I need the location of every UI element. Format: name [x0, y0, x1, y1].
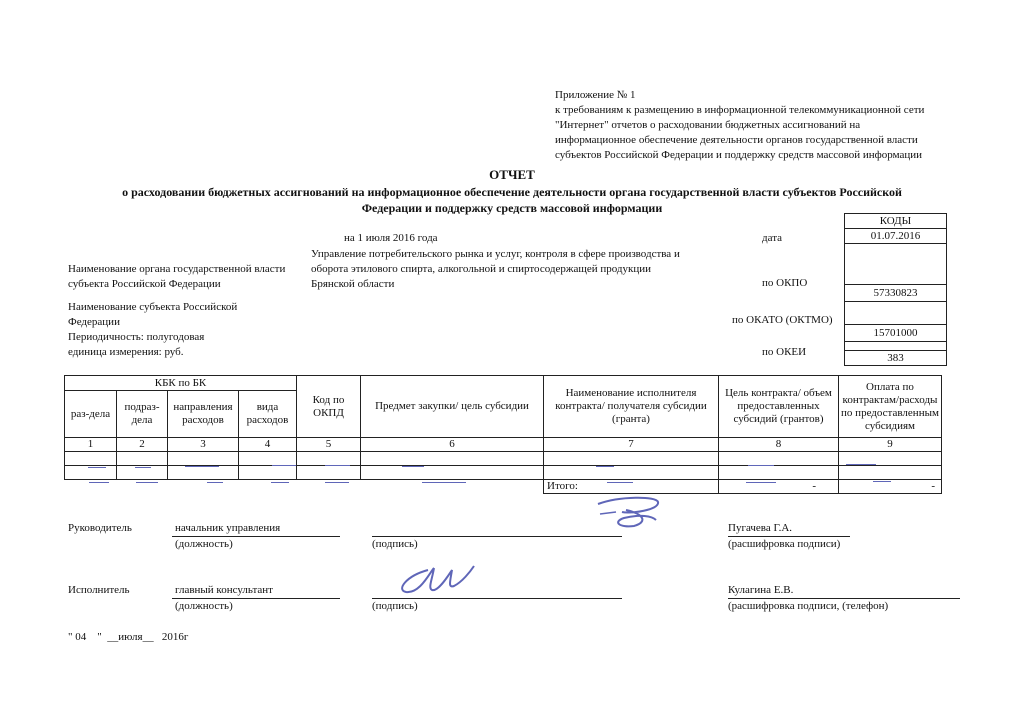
caption-decode-1: (расшифровка подписи) — [728, 538, 841, 550]
periodicity: Периодичность: полугодовая — [68, 331, 205, 343]
col-payment-header: Оплата по контрактам/расходы по предоставленным субсидиям — [839, 376, 942, 438]
codes-okei-value: 383 — [845, 351, 947, 366]
org-value-line-2: оборота этилового спирта, алкогольной и спиртосодержащей продукции — [311, 263, 652, 275]
org-name-value — [311, 247, 680, 292]
col-purpose-header: Цель контракта/ объем предоставленных субсидий (грантов) — [719, 376, 839, 438]
subject-label-line-1: Наименование субъекта Российской — [68, 301, 238, 313]
col-num-3: 3 — [168, 438, 239, 452]
executor-label: Исполнитель — [68, 584, 130, 596]
table-row — [65, 452, 942, 466]
caption-position-2: (должность) — [175, 600, 233, 612]
kbk-group-header: КБК по БК — [65, 376, 297, 391]
codes-date-value: 01.07.2016 — [845, 229, 947, 244]
col-type-header: вида расходов — [239, 391, 297, 438]
signing-date: " 04 " __июля__ 2016г — [68, 631, 189, 643]
codes-empty-2 — [845, 302, 947, 325]
report-subtitle-line-2: Федерации и поддержку средств массовой информации — [361, 201, 663, 215]
caption-signature-2: (подпись) — [372, 600, 418, 612]
codes-empty-1 — [845, 244, 947, 285]
org-label-line-2: субъекта Российской Федерации — [68, 278, 221, 290]
annex-line-2: к требованиям к размещению в информационной телекоммуникационной сети — [555, 104, 925, 116]
executor-position: главный консультант — [175, 584, 273, 596]
report-date: на 1 июля 2016 года — [344, 232, 438, 244]
annex-line-3: "Интернет" отчетов о расходовании бюджетных ассигнований на — [555, 119, 861, 131]
head-position: начальник управления — [175, 522, 281, 534]
org-value-line-3: Брянской области — [311, 278, 395, 290]
head-label: Руководитель — [68, 522, 132, 534]
caption-decode-phone: (расшифровка подписи, (телефон) — [728, 600, 889, 612]
annex-line-5: субъектов Российской Федерации и поддержку средств массовой информации — [555, 149, 923, 161]
report-subtitle-line-1: о расходовании бюджетных ассигнований на информационное обеспечение деятельности органа государственной власти субъектов Российской — [122, 185, 902, 199]
col-executor-header: Наименование исполнителя контракта/ получателя субсидии (гранта) — [544, 376, 719, 438]
col-subject-header: Предмет закупки/ цель субсидии — [361, 376, 544, 438]
total-row — [65, 480, 942, 494]
subject-label — [68, 300, 237, 330]
org-label-line-1: Наименование органа государственной власти — [68, 263, 286, 275]
codes-okpo-label: по ОКПО — [762, 277, 808, 289]
signature-scribble-executor — [392, 562, 482, 602]
signature-scribble-total — [560, 492, 680, 532]
measurement-unit: единица измерения: руб. — [68, 346, 184, 358]
report-title: ОТЧЕТ — [489, 167, 535, 182]
org-name-label — [68, 262, 285, 292]
caption-signature-1: (подпись) — [372, 538, 418, 550]
col-num-4: 4 — [239, 438, 297, 452]
table-row — [65, 466, 942, 480]
col-num-9: 9 — [839, 438, 942, 452]
executor-name: Кулагина Е.В. — [728, 584, 794, 596]
codes-okpo-value: 57330823 — [845, 285, 947, 302]
total-col-8: - — [719, 480, 839, 494]
codes-table — [844, 213, 947, 366]
codes-date-label: дата — [762, 232, 783, 244]
codes-okei-label: по ОКЕИ — [762, 346, 807, 358]
total-col-9: - — [839, 480, 942, 494]
col-num-5: 5 — [297, 438, 361, 452]
col-section-header: раз-дела — [65, 391, 117, 438]
caption-position-1: (должность) — [175, 538, 233, 550]
expenses-table — [64, 375, 942, 494]
col-subsection-header: подраз- дела — [117, 391, 168, 438]
annex-line-4: информационное обеспечение деятельности органов государственной власти — [555, 134, 918, 146]
col-okpd-header: Код по ОКПД — [297, 376, 361, 438]
total-label: Итого: — [544, 480, 719, 494]
codes-empty-3 — [845, 342, 947, 351]
col-num-2: 2 — [117, 438, 168, 452]
subject-label-line-2: Федерации — [68, 316, 120, 328]
codes-header: КОДЫ — [845, 214, 947, 229]
col-num-7: 7 — [544, 438, 719, 452]
col-num-1: 1 — [65, 438, 117, 452]
annex-line-1: Приложение № 1 — [555, 89, 636, 101]
col-num-6: 6 — [361, 438, 544, 452]
codes-okato-label: по ОКАТО (ОКТМО) — [732, 314, 833, 326]
annex-block — [555, 88, 924, 163]
col-num-8: 8 — [719, 438, 839, 452]
col-direction-header: направления расходов — [168, 391, 239, 438]
org-value-line-1: Управление потребительского рынка и услуг, контроля в сфере производства и — [311, 248, 680, 260]
head-name: Пугачева Г.А. — [728, 522, 793, 534]
codes-okato-value: 15701000 — [845, 325, 947, 342]
